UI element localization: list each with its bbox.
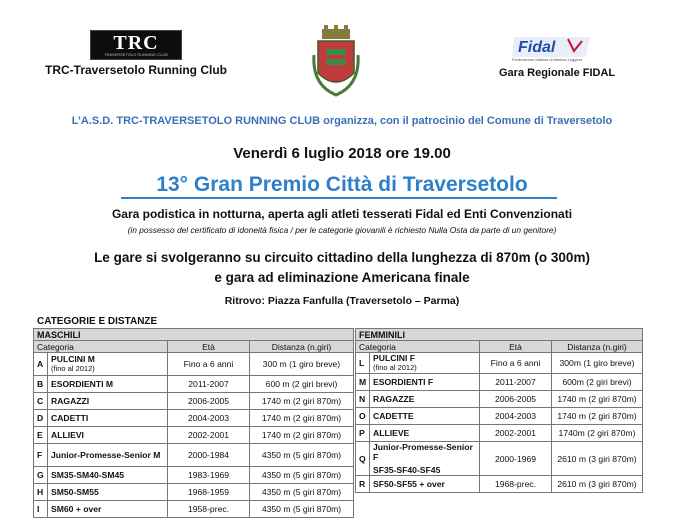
meeting-point: Ritrovo: Piazza Fanfulla (Traversetolo – Parma)	[224, 295, 460, 307]
category-letter: H	[34, 484, 48, 501]
category-name-text: SM35-SM40-SM45	[51, 470, 125, 480]
femminili-table	[355, 328, 643, 493]
category-distance: 4350 m (5 giri 870m)	[250, 484, 354, 501]
table-row	[356, 391, 643, 408]
category-age: 2000-1969	[480, 442, 552, 476]
category-name	[370, 425, 480, 442]
category-name	[48, 484, 168, 501]
table-row	[356, 476, 643, 493]
table-row	[356, 442, 643, 476]
category-name-text: ESORDIENTI F	[373, 377, 434, 387]
category-age: 1983-1969	[168, 467, 250, 484]
event-subtitle: Gara podistica in notturna, aperta agli atleti tesserati Fidal ed Enti Convenzionati	[111, 207, 573, 221]
category-letter: G	[34, 467, 48, 484]
categories-title: CATEGORIE E DISTANZE	[37, 316, 158, 327]
col-eta: Età	[480, 341, 552, 353]
category-distance: 1740 m (2 giri 870m)	[250, 427, 354, 444]
category-name-text: PULCINI M	[51, 354, 95, 364]
event-date: Venerdì 6 luglio 2018 ore 19.00	[233, 145, 451, 162]
category-distance: 300 m (1 giro breve)	[250, 353, 354, 376]
trc-logo	[90, 30, 182, 60]
col-distanza: Distanza (n.giri)	[552, 341, 643, 353]
table-row	[34, 393, 354, 410]
table-row	[34, 353, 354, 376]
category-letter: R	[356, 476, 370, 493]
category-name	[370, 374, 480, 391]
category-birth-note: (fino al 2012)	[51, 364, 95, 373]
table-row	[356, 374, 643, 391]
category-age: 2004-2003	[480, 408, 552, 425]
table-row	[356, 353, 643, 374]
category-age: 2004-2003	[168, 410, 250, 427]
col-eta: Età	[168, 341, 250, 353]
table-row	[34, 484, 354, 501]
category-name	[48, 353, 168, 376]
category-age: 1958-prec.	[168, 501, 250, 518]
fidal-logo-text: Fidal	[518, 39, 556, 56]
category-name-text-2: SF35-SF40-SF45	[373, 465, 441, 475]
category-name	[48, 501, 168, 518]
eligibility-note: (in possesso del certificato di idoneità fisica / per le categorie giovanili è richiesto Nulla Osta da parte di un genitore)	[127, 225, 557, 235]
category-name	[48, 376, 168, 393]
category-name-text: SF50-SF55 + over	[373, 479, 445, 489]
category-age: 2006-2005	[480, 391, 552, 408]
category-age: 2000-1984	[168, 444, 250, 467]
category-distance: 1740 m (2 giri 870m)	[250, 410, 354, 427]
category-letter: L	[356, 353, 370, 374]
table-row	[34, 376, 354, 393]
category-distance: 600m (2 giri brevi)	[552, 374, 643, 391]
category-name	[48, 410, 168, 427]
trc-logo-subtext: TRAVERSETOLO RUNNING CLUB	[104, 51, 168, 57]
category-letter: D	[34, 410, 48, 427]
category-name	[370, 442, 480, 476]
category-letter: I	[34, 501, 48, 518]
category-name	[370, 391, 480, 408]
category-letter: Q	[356, 442, 370, 476]
title-underline	[121, 197, 557, 199]
category-name	[48, 427, 168, 444]
category-age: 2002-2001	[480, 425, 552, 442]
club-name: TRC-Traversetolo Running Club	[45, 63, 228, 77]
gara-regionale-label: Gara Regionale FIDAL	[499, 67, 616, 79]
category-letter: N	[356, 391, 370, 408]
category-name-text: SM60 + over	[51, 504, 102, 514]
category-age: 2006-2005	[168, 393, 250, 410]
category-name	[370, 408, 480, 425]
category-name	[370, 476, 480, 493]
category-distance: 1740m (2 giri 870m)	[552, 425, 643, 442]
category-name-text: RAGAZZI	[51, 396, 90, 406]
col-distanza: Distanza (n.giri)	[250, 341, 354, 353]
category-distance: 1740 m (2 giri 870m)	[552, 391, 643, 408]
category-birth-note: (fino al 2012)	[373, 363, 417, 372]
category-distance: 600 m (2 giri brevi)	[250, 376, 354, 393]
category-letter: C	[34, 393, 48, 410]
category-name	[48, 467, 168, 484]
category-age: 1968-1959	[168, 484, 250, 501]
category-age: 2002-2001	[168, 427, 250, 444]
category-age: Fino a 6 anni	[168, 353, 250, 376]
table-row	[34, 467, 354, 484]
circuit-line-1: Le gare si svolgeranno su circuito cittadino della lunghezza di 870m (o 300m)	[94, 250, 590, 265]
table-row	[34, 444, 354, 467]
category-name-text: RAGAZZE	[373, 394, 415, 404]
category-age: 2011-2007	[168, 376, 250, 393]
category-distance: 2610 m (3 giri 870m)	[552, 476, 643, 493]
category-name-text: CADETTI	[51, 413, 89, 423]
category-letter: E	[34, 427, 48, 444]
trc-logo-text: TRC	[113, 31, 159, 54]
category-age: 2011-2007	[480, 374, 552, 391]
maschili-heading: MASCHILI	[34, 329, 354, 341]
category-name-text: PULCINI F	[373, 353, 416, 363]
category-letter: A	[34, 353, 48, 376]
municipal-crest-icon	[312, 25, 360, 97]
fidal-subtitle: Federazione Italiana di Atletica Leggera	[512, 57, 583, 62]
category-name-text: ALLIEVI	[51, 430, 84, 440]
category-distance: 4350 m (5 giri 870m)	[250, 467, 354, 484]
category-age: Fino a 6 anni	[480, 353, 552, 374]
femminili-heading: FEMMINILI	[356, 329, 643, 341]
category-letter: F	[34, 444, 48, 467]
category-letter: M	[356, 374, 370, 391]
category-letter: P	[356, 425, 370, 442]
category-distance: 1740 m (2 giri 870m)	[552, 408, 643, 425]
category-name-text: Junior-Promesse-Senior M	[51, 450, 161, 460]
category-distance: 300m (1 giro breve)	[552, 353, 643, 374]
category-letter: B	[34, 376, 48, 393]
category-letter: O	[356, 408, 370, 425]
table-row	[356, 408, 643, 425]
circuit-line-2: e gara ad eliminazione Americana finale	[214, 270, 470, 285]
category-distance: 4350 m (5 giri 870m)	[250, 444, 354, 467]
category-name-text: Junior-Promesse-Senior F	[373, 442, 473, 462]
category-distance: 2610 m (3 giri 870m)	[552, 442, 643, 476]
category-name-text: ESORDIENTI M	[51, 379, 114, 389]
table-row	[34, 427, 354, 444]
category-name	[370, 353, 480, 374]
table-row	[34, 410, 354, 427]
category-name-text: CADETTE	[373, 411, 414, 421]
category-distance: 1740 m (2 giri 870m)	[250, 393, 354, 410]
maschili-table	[33, 328, 354, 518]
category-name	[48, 393, 168, 410]
category-distance: 4350 m (5 giri 870m)	[250, 501, 354, 518]
table-row	[356, 425, 643, 442]
category-age: 1968-prec.	[480, 476, 552, 493]
category-name-text: ALLIEVE	[373, 428, 410, 438]
col-categoria: Categoria	[34, 341, 168, 353]
event-title: 13° Gran Premio Città di Traversetolo	[156, 173, 528, 196]
organizer-line: L’A.S.D. TRC-TRAVERSETOLO RUNNING CLUB organizza, con il patrocinio del Comune di Traversetolo	[71, 115, 613, 127]
category-name-text: SM50-SM55	[51, 487, 99, 497]
col-categoria: Categoria	[356, 341, 480, 353]
table-row	[34, 501, 354, 518]
category-name	[48, 444, 168, 467]
